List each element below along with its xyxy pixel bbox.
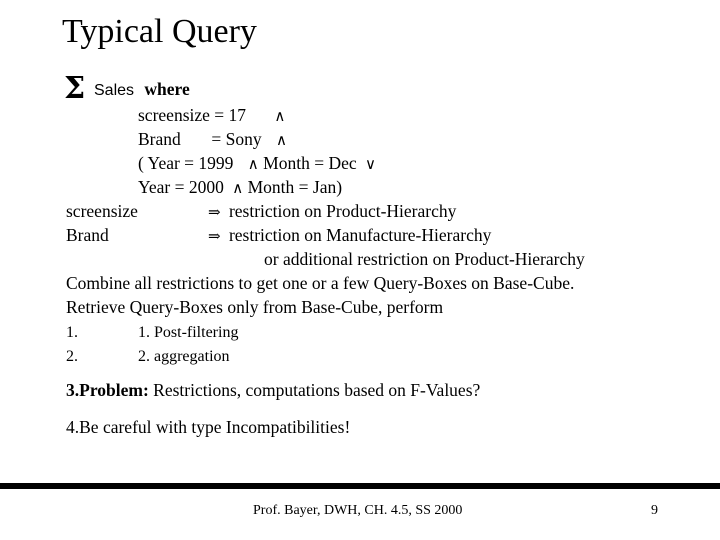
restriction-line-1 bbox=[208, 200, 456, 223]
footer-text: Prof. Bayer, DWH, CH. 4.5, SS 2000 bbox=[253, 503, 463, 518]
condition-line-1 bbox=[138, 104, 285, 127]
condition-line-2 bbox=[138, 128, 287, 151]
or-symbol: ∨ bbox=[365, 155, 376, 173]
and-symbol: ∧ bbox=[274, 107, 286, 125]
restriction-label-2: Brand bbox=[66, 225, 109, 245]
problem-text: Restrictions, computations based on F-Values? bbox=[153, 380, 481, 400]
slide-title: Typical Query bbox=[62, 13, 257, 50]
sigma-symbol: Σ bbox=[64, 71, 86, 106]
where-keyword: where bbox=[144, 79, 190, 99]
condition-text: Brand = Sony bbox=[138, 129, 262, 149]
condition-text: screensize = 17 bbox=[138, 105, 247, 125]
retrieve-text: Retrieve Query-Boxes only from Base-Cube, perform bbox=[66, 297, 444, 317]
step-text-1: 1. Post-filtering bbox=[138, 324, 239, 341]
step-number-1: 1. bbox=[66, 324, 78, 341]
restriction-line-3: or additional restriction on Product-Hierarchy bbox=[264, 249, 585, 269]
problem-line bbox=[66, 379, 480, 401]
step-text-2: 2. aggregation bbox=[138, 348, 230, 365]
careful-text: 4.Be careful with type Incompatibilities! bbox=[66, 417, 351, 437]
and-symbol: ∧ bbox=[232, 179, 244, 197]
and-symbol: ∧ bbox=[247, 155, 259, 173]
sales-label: Sales bbox=[94, 82, 135, 99]
restriction-label-1: screensize bbox=[66, 201, 138, 221]
problem-label: 3.Problem: bbox=[66, 380, 149, 400]
condition-line-3 bbox=[138, 152, 376, 175]
condition-text: Month = Dec bbox=[263, 153, 357, 173]
and-symbol: ∧ bbox=[276, 131, 287, 149]
page-number: 9 bbox=[651, 503, 658, 518]
condition-line-4 bbox=[138, 176, 342, 199]
implies-symbol: ⇒ bbox=[208, 227, 221, 245]
condition-text: ( Year = 1999 bbox=[138, 153, 234, 173]
restriction-line-2 bbox=[208, 224, 491, 247]
condition-text: Month = Jan) bbox=[247, 177, 343, 197]
condition-text: Year = 2000 bbox=[138, 177, 224, 197]
step-number-2: 2. bbox=[66, 348, 78, 365]
combine-text: Combine all restrictions to get one or a few Query-Boxes on Base-Cube. bbox=[66, 273, 575, 293]
implies-symbol: ⇒ bbox=[208, 203, 221, 221]
restriction-text: restriction on Product-Hierarchy bbox=[228, 201, 457, 221]
restriction-text: restriction on Manufacture-Hierarchy bbox=[228, 225, 492, 245]
query-intro bbox=[94, 78, 190, 102]
footer-divider bbox=[0, 483, 720, 489]
